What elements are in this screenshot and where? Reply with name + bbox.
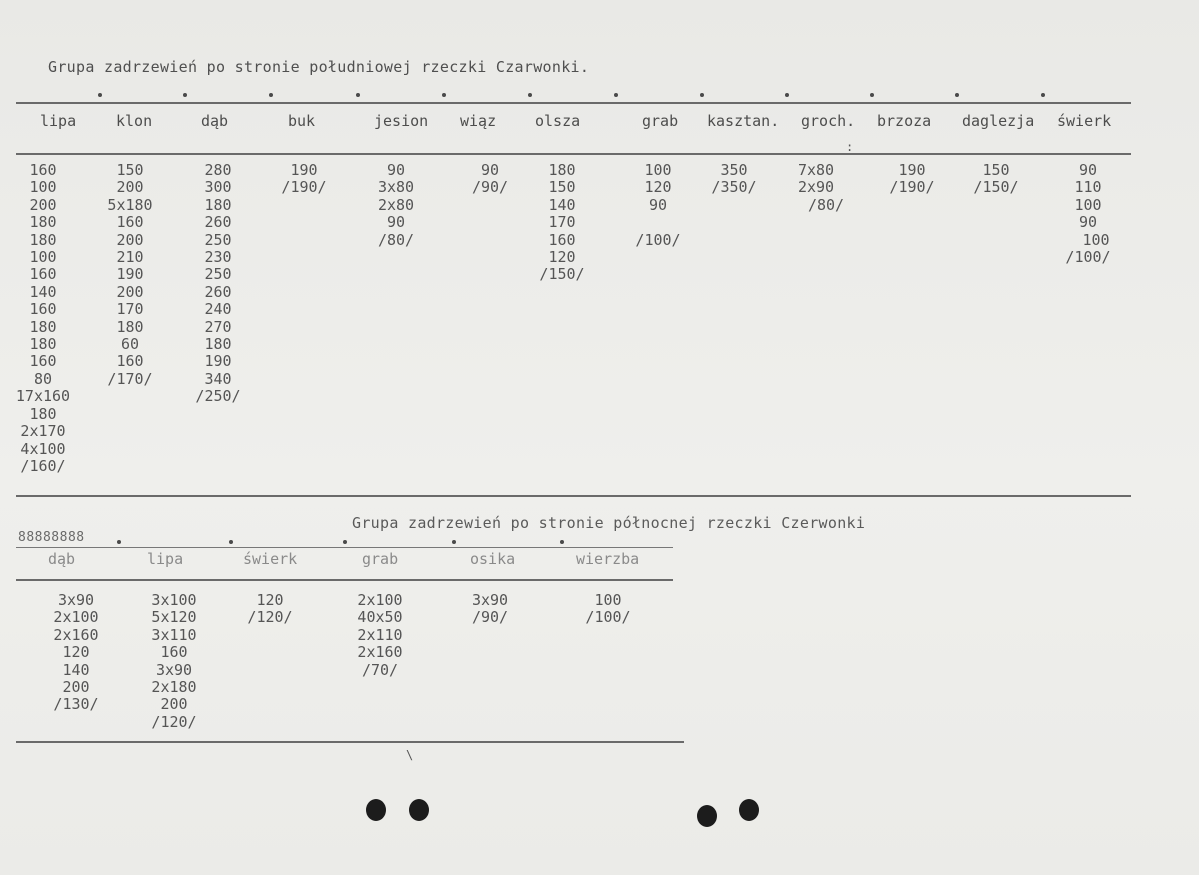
cell: 160	[116, 352, 144, 371]
cell: 5x180	[107, 195, 153, 214]
south-col-daglezja	[958, 162, 1034, 197]
cell: /120/	[151, 712, 197, 731]
south-header-lipa: lipa	[40, 112, 77, 130]
south-header-wiaz: wiąz	[460, 112, 497, 130]
north-header-grab: grab	[362, 550, 399, 568]
south-group-title: Grupa zadrzewień po stronie południowej rzeczki Czarwonki.	[48, 58, 590, 76]
cell: 160	[548, 230, 576, 249]
north-header-dab: dąb	[48, 550, 76, 568]
cell: 340	[204, 369, 232, 388]
south-header-klon: klon	[116, 112, 153, 130]
column-dot	[343, 540, 347, 544]
cell: 2x180	[151, 678, 197, 697]
column-dot	[117, 540, 121, 544]
south-header-brzoza: brzoza	[877, 112, 932, 130]
cell: /160/	[20, 456, 66, 475]
north-header-wierzba: wierzba	[576, 550, 640, 568]
column-dot	[356, 93, 360, 97]
south-header-olsza: olsza	[535, 112, 581, 130]
cell: 2x90	[797, 178, 835, 197]
south-header-daglezja: daglezja	[962, 112, 1035, 130]
cell: 17x160	[15, 387, 71, 406]
column-dot	[560, 540, 564, 544]
cell: 180	[29, 335, 57, 354]
cell: 90	[1078, 161, 1098, 179]
cell: 160	[160, 643, 188, 662]
cell: 2x100	[357, 591, 403, 609]
cell: 110	[1074, 178, 1102, 197]
north-bottom-rule	[16, 741, 684, 743]
punch-hole	[739, 799, 759, 821]
column-dot	[452, 540, 456, 544]
cell: 60	[120, 335, 140, 354]
cell	[620, 214, 696, 231]
south-col-swierk	[1048, 162, 1128, 266]
cell: 200	[116, 282, 144, 301]
struck-out-label: 88888888	[18, 530, 85, 545]
column-dot	[528, 93, 532, 97]
cell: 120	[644, 178, 672, 197]
cell: /170/	[107, 369, 153, 388]
cell: 250	[204, 265, 232, 284]
cell: /100/	[585, 608, 631, 627]
column-dot	[269, 93, 273, 97]
column-dot	[98, 93, 102, 97]
cell: 250	[204, 230, 232, 249]
north-col-lipa	[134, 592, 214, 731]
cell: 2x80	[377, 195, 415, 214]
cell: 7x80	[797, 161, 835, 179]
cell: 180	[29, 230, 57, 249]
punch-hole	[409, 799, 429, 821]
column-dot	[870, 93, 874, 97]
south-col-jesion	[358, 162, 434, 249]
south-col-brzoza	[874, 162, 950, 197]
south-top-rule	[16, 102, 1131, 104]
south-header-groch: groch.	[801, 112, 856, 130]
column-dot	[442, 93, 446, 97]
cell: 4x100	[20, 439, 66, 458]
cell: 2x170	[20, 422, 66, 441]
south-col-lipa	[14, 162, 72, 475]
cell: /150/	[973, 178, 1019, 197]
cell: /150/	[539, 265, 585, 284]
cell: 90	[1078, 213, 1098, 232]
cell: /190/	[889, 178, 935, 197]
south-header-kasztan: kasztan.	[707, 112, 780, 130]
column-dot	[183, 93, 187, 97]
south-col-kasztan	[696, 162, 772, 197]
cell: 180	[548, 161, 576, 179]
cell: 190	[898, 161, 926, 179]
cell: 200	[160, 695, 188, 714]
cell: 190	[290, 161, 318, 179]
punch-hole	[697, 805, 717, 827]
south-header-buk: buk	[288, 112, 316, 130]
cell: 3x100	[151, 591, 197, 609]
cell: 140	[29, 282, 57, 301]
cell: /70/	[361, 660, 399, 679]
cell: 240	[204, 300, 232, 319]
south-header-dab: dąb	[201, 112, 229, 130]
south-header-rule	[16, 153, 1131, 155]
cell: /190/	[281, 178, 327, 197]
cell: 2x100	[53, 608, 99, 627]
cell: /120/	[247, 608, 293, 627]
cell: 270	[204, 317, 232, 336]
cell: 2x160	[357, 643, 403, 662]
south-col-groch	[778, 162, 854, 214]
punch-hole	[366, 799, 386, 821]
cell: 160	[116, 213, 144, 232]
south-col-dab	[180, 162, 256, 406]
column-dot	[785, 93, 789, 97]
north-group-title: Grupa zadrzewień po stronie północnej rzeczki Czerwonki	[352, 514, 866, 532]
south-header-swierk: świerk	[1057, 112, 1112, 130]
cell: 140	[62, 660, 90, 679]
cell: 150	[116, 161, 144, 179]
north-header-rule	[16, 579, 673, 581]
cell: 260	[204, 282, 232, 301]
cell: 180	[116, 317, 144, 336]
cell: 3x90	[57, 591, 95, 609]
cell: 160	[29, 352, 57, 371]
cell: 120	[548, 248, 576, 267]
cell: /90/	[471, 178, 509, 197]
cell: 170	[116, 300, 144, 319]
cell: 100	[29, 248, 57, 267]
cell: 210	[116, 248, 144, 267]
cell: 90	[386, 213, 406, 232]
north-header-osika: osika	[470, 550, 516, 568]
cell: 200	[29, 195, 57, 214]
stray-mark: \	[406, 748, 414, 762]
cell: 180	[204, 335, 232, 354]
cell: 200	[116, 178, 144, 197]
cell: 180	[29, 317, 57, 336]
cell: 180	[204, 195, 232, 214]
cell: /80/	[377, 230, 415, 249]
cell: 120	[62, 643, 90, 662]
cell: 190	[204, 352, 232, 371]
column-dot	[1041, 93, 1045, 97]
north-col-osika	[450, 592, 530, 627]
cell: 190	[116, 265, 144, 284]
south-col-grab	[620, 162, 696, 249]
south-col-olsza	[524, 162, 600, 284]
cell: /100/	[1065, 248, 1111, 267]
cell: 200	[62, 678, 90, 697]
cell: /90/	[471, 608, 509, 627]
cell: 2x110	[357, 625, 403, 644]
cell: 90	[648, 195, 668, 214]
cell: 3x110	[151, 625, 197, 644]
south-col-wiaz	[452, 162, 528, 197]
cell: 160	[29, 265, 57, 284]
cell: 280	[204, 161, 232, 179]
cell: 140	[548, 195, 576, 214]
cell: /100/	[635, 230, 681, 249]
south-header-jesion: jesion	[374, 112, 429, 130]
cell: 100	[29, 178, 57, 197]
cell: 230	[204, 248, 232, 267]
cell: 40x50	[357, 608, 403, 627]
cell: 100	[594, 591, 622, 609]
column-dot	[614, 93, 618, 97]
cell: /350/	[711, 178, 757, 197]
column-dot	[955, 93, 959, 97]
cell: 100	[1082, 230, 1110, 249]
north-col-dab	[36, 592, 116, 714]
cell: 170	[548, 213, 576, 232]
cell: 5x120	[151, 608, 197, 627]
cell: 160	[29, 161, 57, 179]
cell: 90	[480, 161, 500, 179]
south-col-klon	[92, 162, 168, 388]
cell: 90	[386, 161, 406, 179]
cell: 3x90	[471, 591, 509, 609]
north-col-grab	[340, 592, 420, 679]
cell: 200	[116, 230, 144, 249]
cell: 300	[204, 178, 232, 197]
south-col-buk	[266, 162, 342, 197]
cell: 2x160	[53, 625, 99, 644]
cell: /250/	[195, 387, 241, 406]
column-dot	[700, 93, 704, 97]
header-rule-mark: :	[846, 140, 854, 154]
cell: /130/	[53, 695, 99, 714]
cell: 180	[29, 213, 57, 232]
cell: 3x90	[155, 660, 193, 679]
cell: 180	[29, 404, 57, 423]
north-top-rule	[16, 547, 673, 548]
south-header-grab: grab	[642, 112, 679, 130]
cell: 150	[548, 178, 576, 197]
north-header-lipa: lipa	[147, 550, 184, 568]
cell: 120	[256, 591, 284, 609]
cell: 100	[1074, 195, 1102, 214]
south-bottom-rule	[16, 495, 1131, 497]
cell: 260	[204, 213, 232, 232]
cell: /80/	[807, 195, 845, 214]
cell: 80	[33, 369, 53, 388]
north-header-swierk: świerk	[243, 550, 298, 568]
cell: 150	[982, 161, 1010, 179]
column-dot	[229, 540, 233, 544]
cell: 100	[644, 161, 672, 179]
north-col-swierk	[230, 592, 310, 627]
cell: 3x80	[377, 178, 415, 197]
cell: 350	[720, 161, 748, 179]
cell: 160	[29, 300, 57, 319]
north-col-wierzba	[568, 592, 648, 627]
